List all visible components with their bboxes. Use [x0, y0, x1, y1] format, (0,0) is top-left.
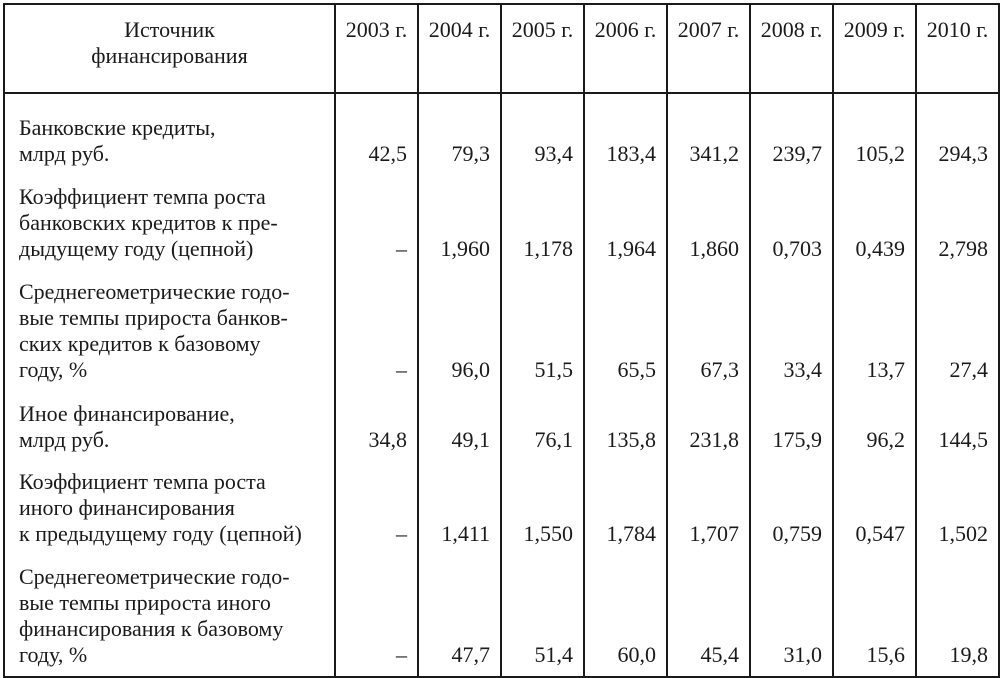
table-cell: – [335, 461, 418, 555]
table-cell: 105,2 [833, 93, 916, 175]
year-header: 2006 г. [584, 4, 667, 93]
table-row [4, 93, 999, 175]
table-cell: 31,0 [750, 555, 833, 677]
table-cell: 79,3 [418, 93, 501, 175]
table-cell: 65,5 [584, 270, 667, 391]
year-header: 2010 г. [916, 4, 999, 93]
table-cell: 93,4 [501, 93, 584, 175]
table-cell: 144,5 [916, 391, 999, 461]
table-cell: 13,7 [833, 270, 916, 391]
table-cell: 60,0 [584, 555, 667, 677]
table-cell: 0,759 [750, 461, 833, 555]
table-cell: 49,1 [418, 391, 501, 461]
row-label: Банковские кредиты, млрд руб. [4, 93, 335, 175]
table-cell: – [335, 270, 418, 391]
table-cell: 34,8 [335, 391, 418, 461]
year-header: 2005 г. [501, 4, 584, 93]
table-cell: 1,784 [584, 461, 667, 555]
year-header: 2004 г. [418, 4, 501, 93]
table-cell: 2,798 [916, 175, 999, 270]
table-row [4, 175, 999, 270]
table-cell: 1,707 [667, 461, 750, 555]
table-cell: 175,9 [750, 391, 833, 461]
table-cell: 76,1 [501, 391, 584, 461]
table-cell: 15,6 [833, 555, 916, 677]
table-cell: 0,439 [833, 175, 916, 270]
table-cell: 1,964 [584, 175, 667, 270]
year-header: 2009 г. [833, 4, 916, 93]
table-cell: – [335, 555, 418, 677]
table-cell: 294,3 [916, 93, 999, 175]
table-cell: 135,8 [584, 391, 667, 461]
row-label: Среднегеометрические годо- вые темпы прироста банков- ских кредитов к базовому году, % [4, 270, 335, 391]
table-cell: 341,2 [667, 93, 750, 175]
year-header: 2003 г. [335, 4, 418, 93]
table-cell: 231,8 [667, 391, 750, 461]
table-cell: 1,411 [418, 461, 501, 555]
table-cell: 0,547 [833, 461, 916, 555]
table-cell: 1,502 [916, 461, 999, 555]
year-header: 2008 г. [750, 4, 833, 93]
table-cell: 42,5 [335, 93, 418, 175]
table-cell: 1,550 [501, 461, 584, 555]
table-row [4, 461, 999, 555]
row-label: Иное финансирование, млрд руб. [4, 391, 335, 461]
table-cell: 51,4 [501, 555, 584, 677]
table-cell: 19,8 [916, 555, 999, 677]
financing-table [3, 3, 1000, 678]
table-cell: 96,2 [833, 391, 916, 461]
table-cell: 47,7 [418, 555, 501, 677]
table-cell: 239,7 [750, 93, 833, 175]
table-cell: 0,703 [750, 175, 833, 270]
row-label: Среднегеометрические годо- вые темпы прироста иного финансирования к базовому году, % [4, 555, 335, 677]
table-cell: 67,3 [667, 270, 750, 391]
row-label: Коэффициент темпа роста иного финансирования к предыдущему году (цепной) [4, 461, 335, 555]
table-cell: 45,4 [667, 555, 750, 677]
table-row [4, 555, 999, 677]
row-label: Коэффициент темпа роста банковских кредитов к пре- дыдущему году (цепной) [4, 175, 335, 270]
table-cell: 96,0 [418, 270, 501, 391]
table-cell: – [335, 175, 418, 270]
table-cell: 1,178 [501, 175, 584, 270]
table-row [4, 270, 999, 391]
header-row [4, 4, 999, 93]
year-header: 2007 г. [667, 4, 750, 93]
source-column-header: Источник финансирования [4, 4, 335, 93]
table-cell: 1,960 [418, 175, 501, 270]
table-cell: 183,4 [584, 93, 667, 175]
table-cell: 33,4 [750, 270, 833, 391]
table-row [4, 391, 999, 461]
table-cell: 51,5 [501, 270, 584, 391]
table-cell: 1,860 [667, 175, 750, 270]
table-cell: 27,4 [916, 270, 999, 391]
